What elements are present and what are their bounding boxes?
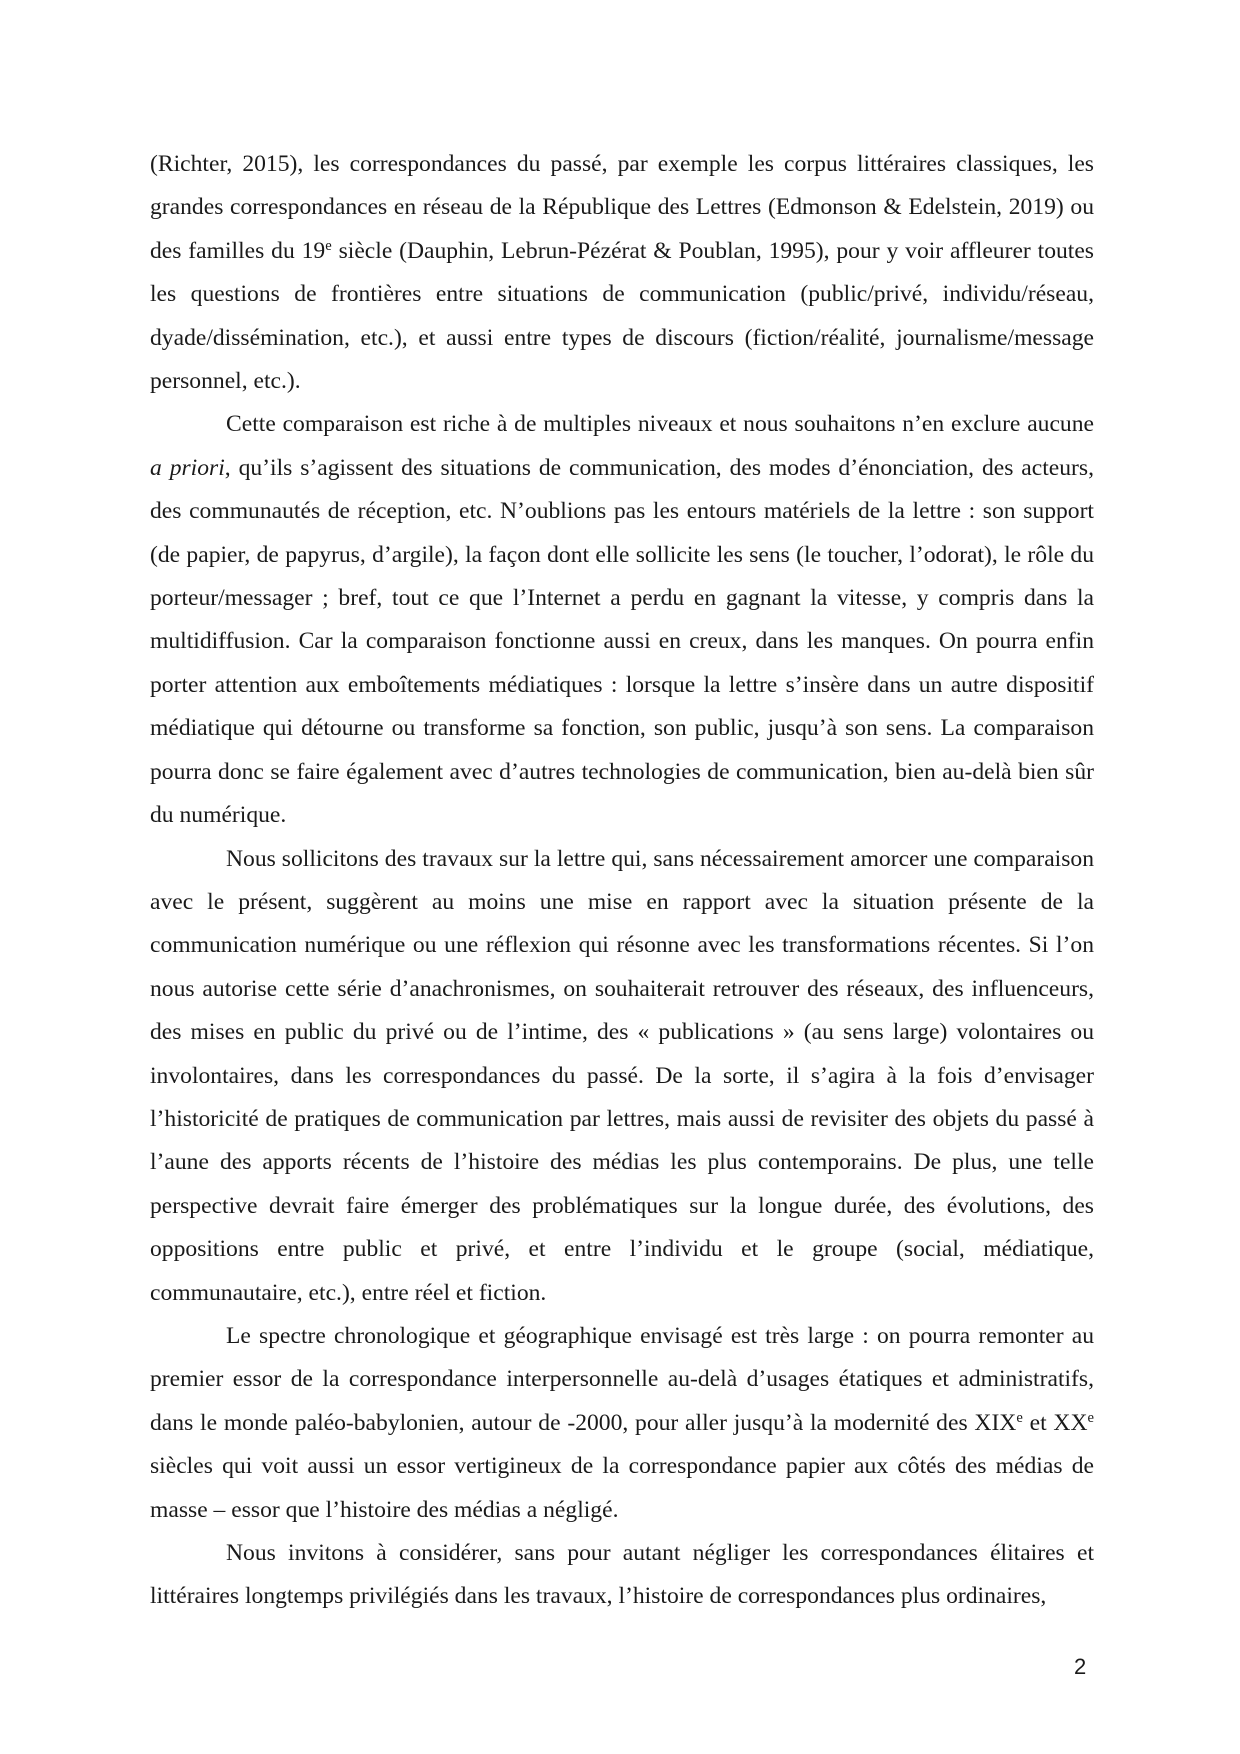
document-page <box>150 143 1094 1619</box>
paragraph-2 <box>150 403 1094 837</box>
paragraph-5 <box>150 1532 1094 1619</box>
superscript-e: e <box>1087 1409 1094 1426</box>
paragraph-4-text-b: et XX <box>1022 1409 1088 1436</box>
paragraph-4-text-a: Le spectre chronologique et géographique envisagé est très large : on pourra remonter au premier essor de la correspondance interpersonnelle au-delà d’usages étatiques et administratifs, dans le monde paléo-babylonien, autour de -2000, pour aller jusqu’à la modernité des XIX <box>150 1322 1094 1436</box>
italic-a-priori: a priori <box>150 454 225 481</box>
paragraph-3-text: Nous sollicitons des travaux sur la lettre qui, sans nécessairement amorcer une comparaison avec le présent, suggèrent au moins une mise en rapport avec la situation présente de la communication numérique ou une réflexion qui résonne avec les transformations récentes. Si l’on nous autorise cette série d’anachronismes, on souhaiterait retrouver des réseaux, des influenceurs, des mises en public du privé ou de l’intime, des « publications » (au sens large) volontaires ou involontaires, dans les correspondances du passé. De la sorte, il s’agira à la fois d’envisager l’historicité de pratiques de communication par lettres, mais aussi de revisiter des objets du passé à l’aune des apports récents de l’histoire des médias les plus contemporains. De plus, une telle perspective devrait faire émerger des problématiques sur la longue durée, des évolutions, des oppositions entre public et privé, et entre l’individu et le groupe (social, médiatique, communautaire, etc.), entre réel et fiction. <box>150 845 1094 1306</box>
paragraph-1 <box>150 143 1094 403</box>
paragraph-2-text-b: , qu’ils s’agissent des situations de communication, des modes d’énonciation, des acteurs, des communautés de réception, etc. N’oublions pas les entours matériels de la lettre : son support (de papier, de papyrus, d’argile), la façon dont elle sollicite les sens (le toucher, l’odorat), le rôle du porteur/messager ; bref, tout ce que l’Internet a perdu en gagnant la vitesse, y compris dans la multidiffusion. Car la comparaison fonctionne aussi en creux, dans les manques. On pourra enfin porter attention aux emboîtements médiatiques : lorsque la lettre s’insère dans un autre dispositif médiatique qui détourne ou transforme sa fonction, son public, jusqu’à son sens. La comparaison pourra donc se faire également avec d’autres technologies de communication, bien au-delà bien sûr du numérique. <box>150 454 1094 829</box>
paragraph-4 <box>150 1315 1094 1532</box>
paragraph-4-text-c: siècles qui voit aussi un essor vertigineux de la correspondance papier aux côtés des médias de masse – essor que l’histoire des médias a négligé. <box>150 1453 1094 1523</box>
paragraph-5-text: Nous invitons à considérer, sans pour autant négliger les correspondances élitaires et littéraires longtemps privilégiés dans les travaux, l’histoire de correspondances plus ordinaires, <box>150 1540 1094 1610</box>
paragraph-3 <box>150 838 1094 1315</box>
paragraph-1-text-b: siècle (Dauphin, Lebrun-Pézérat & Poublan, 1995), pour y voir affleurer toutes les questions de frontières entre situations de communication (public/privé, individu/réseau, dyade/dissémination, etc.), et aussi entre types de discours (fiction/réalité, journalisme/message personnel, etc.). <box>150 237 1094 395</box>
paragraph-1-text-a: (Richter, 2015), les correspondances du passé, par exemple les corpus littéraires classiques, les grandes correspondances en réseau de la République des Lettres (Edmonson & Edelstein, 2019) ou des familles du 19 <box>150 151 1094 264</box>
superscript-e: e <box>325 237 332 254</box>
superscript-e: e <box>1016 1409 1023 1426</box>
paragraph-2-text-a: Cette comparaison est riche à de multiples niveaux et nous souhaitons n’en exclure aucune <box>226 411 1094 438</box>
page-number: 2 <box>1074 1654 1087 1679</box>
